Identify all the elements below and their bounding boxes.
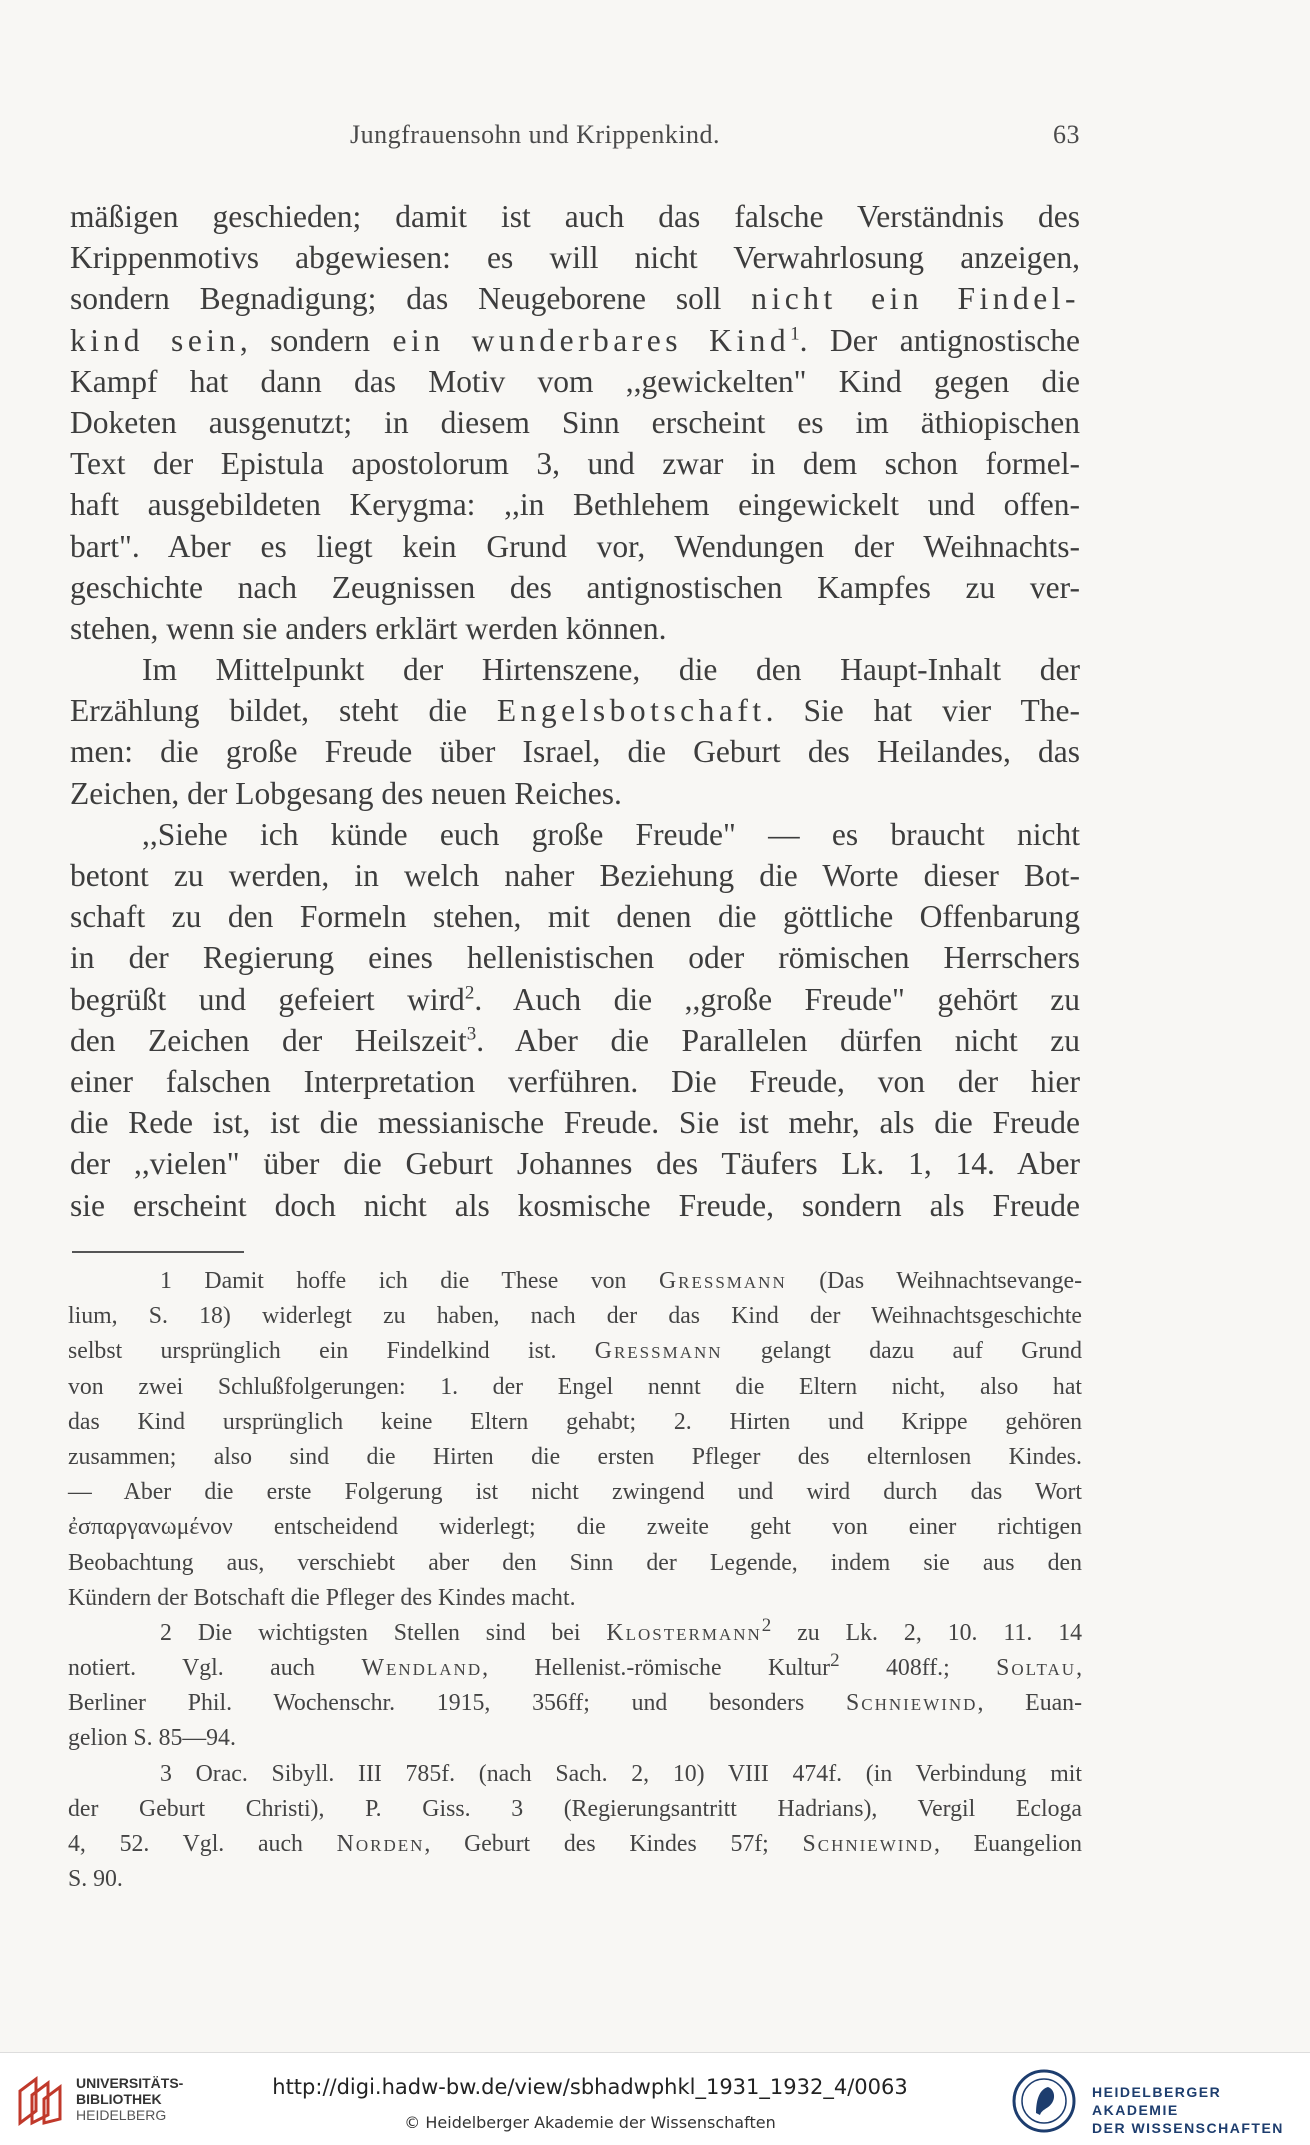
- footnote-line: — Aber die erste Folgerung ist nicht zwingend und wird durch das Wort: [68, 1479, 1082, 1506]
- text-line: sie erscheint doch nicht als kosmische Freude, sondern als Freude: [70, 1187, 1080, 1223]
- running-header: [70, 120, 1080, 160]
- footnote-line: gelion S. 85—94.: [68, 1725, 236, 1752]
- main-text: [70, 196, 1080, 1226]
- text-line: Krippenmotivs abgewiesen: es will nicht Verwahrlosung anzeigen,: [70, 240, 1080, 276]
- university-library-logo-icon: [14, 2073, 70, 2129]
- footnotes: [68, 1264, 1082, 1897]
- text-line: der ,,vielen" über die Geburt Johannes des Täufers Lk. 1, 14. Aber: [70, 1146, 1080, 1182]
- text-line: Im Mittelpunkt der Hirtenszene, die den Haupt-Inhalt der: [142, 652, 1080, 688]
- page-number: 63: [1053, 120, 1080, 149]
- academy-name: HEIDELBERGER AKADEMIE DER WISSENSCHAFTEN: [1092, 2084, 1284, 2136]
- copyright-notice: © Heidelberger Akademie der Wissenschaften: [404, 2113, 776, 2132]
- text-line: haft ausgebildeten Kerygma: ,,in Bethlehem eingewickelt und offen-: [70, 487, 1080, 523]
- footnote-rule: [72, 1251, 244, 1253]
- footnote-line: 2 Die wichtigsten Stellen sind bei Klostermann$^2$ zu Lk. 2, 10. 11. 14: [160, 1614, 1082, 1646]
- spaced-emphasis: Engelsbotschaft: [496, 693, 766, 729]
- footnote-line: von zwei Schlußfolgerungen: 1. der Engel nennt die Eltern nicht, also hat: [68, 1373, 1082, 1400]
- text-line: Doketen ausgenutzt; in diesem Sinn erscheint es im äthiopischen: [70, 404, 1080, 440]
- text-line: geschichte nach Zeugnissen des antignostischen Kampfes zu ver-: [70, 569, 1080, 605]
- running-title: Jungfrauensohn und Krippenkind.: [350, 120, 721, 149]
- footnote-line: der Geburt Christi), P. Giss. 3 (Regierungsantritt Hadrians), Vergil Ecloga: [68, 1795, 1082, 1822]
- footnote-line: das Kind ursprünglich keine Eltern gehabt; 2. Hirten und Krippe gehören: [68, 1408, 1082, 1435]
- footnote-line: 1 Damit hoffe ich die These von Gressmann (Das Weihnachtsevange-: [160, 1268, 1082, 1294]
- footnote-line: 3 Orac. Sibyll. III 785f. (nach Sach. 2, 10) VIII 474f. (in Verbindung mit: [160, 1760, 1082, 1787]
- footnote-line: ἐσπαργανωμένον entscheidend widerlegt; die zweite geht von einer richtigen: [68, 1514, 1082, 1541]
- text-line: Text der Epistula apostolorum 3, und zwar in dem schon formel-: [70, 446, 1080, 482]
- text-line: bart". Aber es liegt kein Grund vor, Wendungen der Weihnachts-: [70, 528, 1080, 564]
- text-line: schaft zu den Formeln stehen, mit denen die göttliche Offenbarung: [70, 899, 1080, 935]
- text-line: stehen, wenn sie anders erklärt werden können.: [70, 610, 667, 646]
- text-line: Zeichen, der Lobgesang des neuen Reiches.: [70, 775, 622, 811]
- footnote-ref: 3: [466, 1023, 477, 1045]
- footnote-line: 4, 52. Vgl. auch Norden, Geburt des Kindes 57f; Schniewind, Euangelion: [68, 1831, 1083, 1857]
- text-line: Erzählung bildet, steht die Engelsbotschaft. Sie hat vier The-: [70, 693, 1080, 729]
- text-line: in der Regierung eines hellenistischen oder römischen Herrschers: [70, 940, 1080, 976]
- text-line: die Rede ist, ist die messianische Freude. Sie ist mehr, als die Freude: [70, 1105, 1080, 1141]
- text-line: betont zu werden, in welch naher Beziehung die Worte dieser Bot-: [70, 858, 1080, 893]
- text-line: men: die große Freude über Israel, die Geburt des Heilandes, das: [70, 734, 1080, 770]
- text-line: kind sein, sondern ein wunderbares Kind$^1$. Der antignostische: [70, 322, 1081, 358]
- text-line: mäßigen geschieden; damit ist auch das falsche Verständnis des: [70, 199, 1080, 234]
- footnote-line: Kündern der Botschaft die Pfleger des Kindes macht.: [68, 1584, 576, 1611]
- footnote-line: S. 90.: [68, 1866, 123, 1893]
- footnote-line: zusammen; also sind die Hirten die ersten Pfleger des elternlosen Kindes.: [68, 1443, 1082, 1470]
- university-library-name: UNIVERSITÄTS- BIBLIOTHEK HEIDELBERG: [76, 2075, 184, 2123]
- footnote-ref: 1: [790, 323, 800, 345]
- footnote-line: lium, S. 18) widerlegt zu haben, nach der das Kind der Weihnachtsgeschichte: [68, 1303, 1082, 1330]
- text-line: einer falschen Interpretation verführen. Die Freude, von der hier: [70, 1063, 1080, 1099]
- text-line: ,,Siehe ich künde euch große Freude" — es braucht nicht: [142, 816, 1080, 852]
- spaced-emphasis: kind sein: [70, 322, 240, 358]
- spaced-emphasis: nicht ein Findel-: [751, 281, 1081, 317]
- footnote-line: Beobachtung aus, verschiebt aber den Sinn der Legende, indem sie aus den: [68, 1549, 1082, 1576]
- footnote-ref: 2: [464, 982, 475, 1004]
- academy-seal-icon: [1012, 2069, 1076, 2133]
- text-line: sondern Begnadigung; das Neugeborene soll nicht ein Findel-: [70, 281, 1081, 317]
- text-line: den Zeichen der Heilszeit$^3$. Aber die Parallelen dürfen nicht zu: [70, 1022, 1080, 1058]
- footnote-line: Berliner Phil. Wochenschr. 1915, 356ff; und besonders Schniewind, Euan-: [68, 1690, 1082, 1717]
- footnote-line: notiert. Vgl. auch Wendland, Hellenist.-römische Kultur$^2$ 408ff.; Soltau,: [68, 1650, 1083, 1682]
- spaced-emphasis: ein wunderbares Kind: [392, 322, 791, 358]
- footnote-line: selbst ursprünglich ein Findelkind ist. Gressmann gelangt dazu auf Grund: [68, 1338, 1082, 1365]
- footer-bar: [0, 2052, 1310, 2145]
- permalink-url[interactable]: http://digi.hadw-bw.de/view/sbhadwphkl_1931_1932_4/0063: [272, 2075, 908, 2099]
- text-line: Kampf hat dann das Motiv vom ,,gewickelten" Kind gegen die: [70, 363, 1080, 399]
- text-line: begrüßt und gefeiert wird$^2$. Auch die ,,große Freude" gehört zu: [70, 981, 1080, 1017]
